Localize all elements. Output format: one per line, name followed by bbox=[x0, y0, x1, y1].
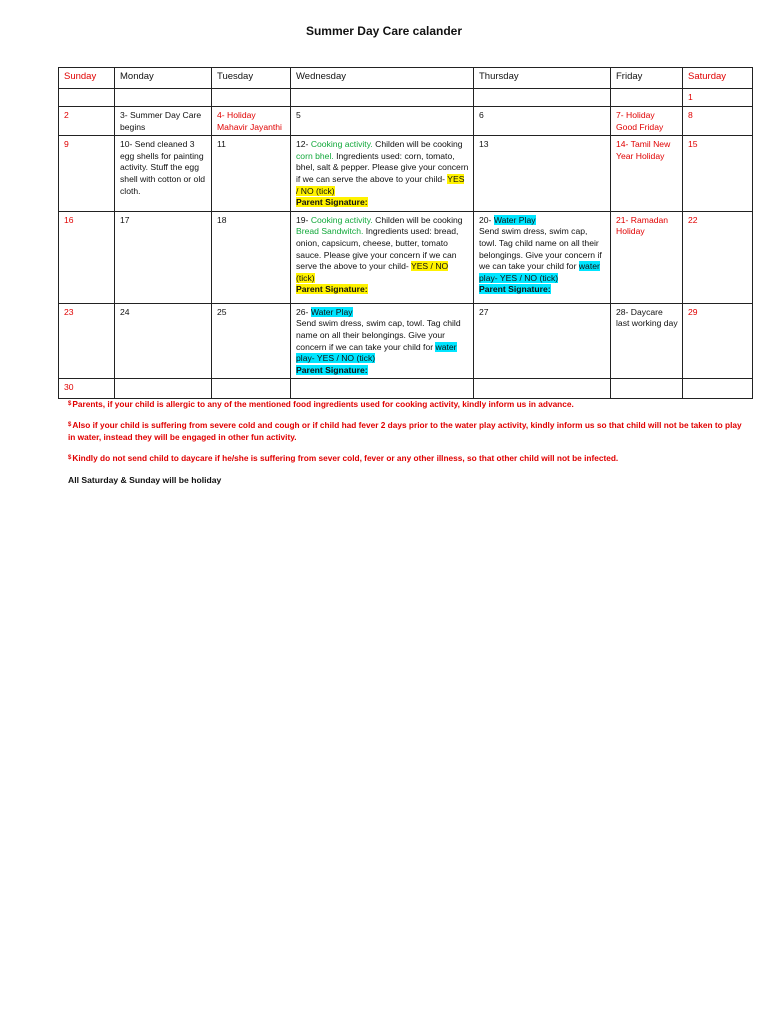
activity-label: Cooking activity. bbox=[310, 214, 373, 225]
day-cell-3: 3- Summer Day Care begins bbox=[115, 107, 212, 136]
day-cell bbox=[291, 89, 474, 107]
day-cell-20 bbox=[474, 211, 611, 303]
page-title: Summer Day Care calander bbox=[305, 24, 463, 38]
day-cell-6: 6 bbox=[474, 107, 611, 136]
day-cell-19 bbox=[291, 211, 474, 303]
day-cell-4: 4- Holiday Mahavir Jayanthi bbox=[212, 107, 291, 136]
notes-section bbox=[68, 398, 748, 487]
day-cell-25: 25 bbox=[212, 303, 291, 379]
parent-signature-label: Parent Signature: bbox=[296, 197, 368, 208]
day-cell-26 bbox=[291, 303, 474, 379]
day-cell-5: 5 bbox=[291, 107, 474, 136]
dish-name: corn bhel. bbox=[296, 150, 334, 161]
day-cell-8: 8 bbox=[683, 107, 753, 136]
activity-label: Water Play bbox=[310, 306, 353, 317]
activity-text: Childen will be cooking bbox=[375, 139, 463, 150]
parent-signature-label: Parent Signature: bbox=[296, 364, 368, 375]
activity-text: Send swim dress, swim cap, towl. Tag child name on all their belongings. Give your concern if we can take your child for bbox=[479, 226, 602, 272]
yes-no-tick: water play- YES / NO (tick) bbox=[479, 261, 600, 283]
header-saturday: Saturday bbox=[683, 68, 753, 89]
note-marker-icon: $ bbox=[68, 421, 72, 428]
yes-no-tick: water play- YES / NO (tick) bbox=[296, 341, 457, 364]
day-cell-18: 18 bbox=[212, 211, 291, 303]
header-friday: Friday bbox=[611, 68, 683, 89]
note-text: Also if your child is suffering from severe cold and cough or if child had fever 2 days prior to the water play activity, kindly inform us so that child will not be taken to play in water, instead they will be engaged in other fun activity. bbox=[68, 419, 742, 443]
note-illness bbox=[68, 452, 748, 465]
day-number: 19- bbox=[296, 214, 309, 225]
activity-text: Ingredients used: corn, tomato, bhel, salt & pepper. Please give your concern if we can serve the above to your child- bbox=[296, 150, 469, 184]
dish-name: Bread Sandwitch. bbox=[296, 226, 364, 237]
header-row bbox=[59, 68, 753, 89]
note-marker-icon: $ bbox=[68, 401, 72, 407]
day-cell bbox=[611, 89, 683, 107]
calendar-row bbox=[59, 107, 753, 136]
holiday-note: All Saturday & Sunday will be holiday bbox=[68, 475, 222, 486]
day-cell-24: 24 bbox=[115, 303, 212, 379]
note-text: Parents, if your child is allergic to any of the mentioned food ingredients used for cooking activity, kindly inform us in advance. bbox=[72, 399, 574, 409]
day-cell-27: 27 bbox=[474, 303, 611, 379]
day-cell-10: 10- Send cleaned 3 egg shells for painting activity. Stuff the egg shell with cotton or old cloth. bbox=[115, 136, 212, 212]
day-cell bbox=[115, 379, 212, 399]
yes-no-tick: YES / NO (tick) bbox=[296, 261, 449, 283]
calendar-row bbox=[59, 211, 753, 303]
day-cell-29: 29 bbox=[683, 303, 753, 379]
day-cell-22: 22 bbox=[683, 211, 753, 303]
calendar-row bbox=[59, 136, 753, 212]
day-cell-1: 1 bbox=[683, 89, 753, 107]
day-cell-13: 13 bbox=[474, 136, 611, 212]
header-thursday: Thursday bbox=[474, 68, 611, 89]
day-number: 26- bbox=[296, 306, 309, 317]
calendar-row bbox=[59, 89, 753, 107]
activity-label: Water Play bbox=[493, 214, 536, 225]
day-cell bbox=[474, 379, 611, 399]
activity-text: Send swim dress, swim cap, towl. Tag child name on all their belongings. Give your concern if we can take your child for bbox=[296, 318, 461, 352]
day-cell-9: 9 bbox=[59, 136, 115, 212]
day-cell bbox=[59, 89, 115, 107]
day-cell bbox=[683, 379, 753, 399]
day-cell-12 bbox=[291, 136, 474, 212]
header-monday: Monday bbox=[115, 68, 212, 89]
day-number: 20- bbox=[479, 214, 492, 225]
day-cell-16: 16 bbox=[59, 211, 115, 303]
header-wednesday: Wednesday bbox=[291, 68, 474, 89]
day-cell-2: 2 bbox=[59, 107, 115, 136]
calendar-row bbox=[59, 303, 753, 379]
day-cell-28: 28- Daycare last working day bbox=[611, 303, 683, 379]
day-cell-23: 23 bbox=[59, 303, 115, 379]
parent-signature-label: Parent Signature: bbox=[479, 284, 551, 295]
day-cell bbox=[212, 89, 291, 107]
activity-label: Cooking activity. bbox=[310, 139, 373, 150]
day-number: 12- bbox=[296, 139, 309, 150]
day-cell-11: 11 bbox=[212, 136, 291, 212]
day-cell-14: 14- Tamil New Year Holiday bbox=[611, 136, 683, 212]
activity-text: Ingredients used: bread, onion, capsicum, cheese, butter, tomato sauce. Please give your concern if we can serve the above to your child- bbox=[296, 226, 459, 272]
day-cell bbox=[611, 379, 683, 399]
day-cell-30: 30 bbox=[59, 379, 115, 399]
day-cell bbox=[291, 379, 474, 399]
activity-text: Childen will be cooking bbox=[375, 214, 463, 225]
day-cell-15: 15 bbox=[683, 136, 753, 212]
note-marker-icon: $ bbox=[68, 454, 72, 461]
note-text: Kindly do not send child to daycare if he/she is suffering from sever cold, fever or any other illness, so that other child will not be infected. bbox=[72, 452, 619, 463]
day-cell bbox=[115, 89, 212, 107]
day-cell-17: 17 bbox=[115, 211, 212, 303]
parent-signature-label: Parent Signature: bbox=[296, 284, 368, 295]
note-allergy bbox=[68, 398, 748, 411]
header-tuesday: Tuesday bbox=[212, 68, 291, 89]
day-cell bbox=[474, 89, 611, 107]
calendar-row bbox=[59, 379, 753, 399]
note-water-play bbox=[68, 419, 748, 444]
day-cell bbox=[212, 379, 291, 399]
day-cell-7: 7- Holiday Good Friday bbox=[611, 107, 683, 136]
day-cell-21: 21- Ramadan Holiday bbox=[611, 211, 683, 303]
header-sunday: Sunday bbox=[59, 68, 115, 89]
yes-no-tick: YES / NO (tick) bbox=[296, 173, 465, 196]
calendar-table bbox=[58, 67, 753, 399]
